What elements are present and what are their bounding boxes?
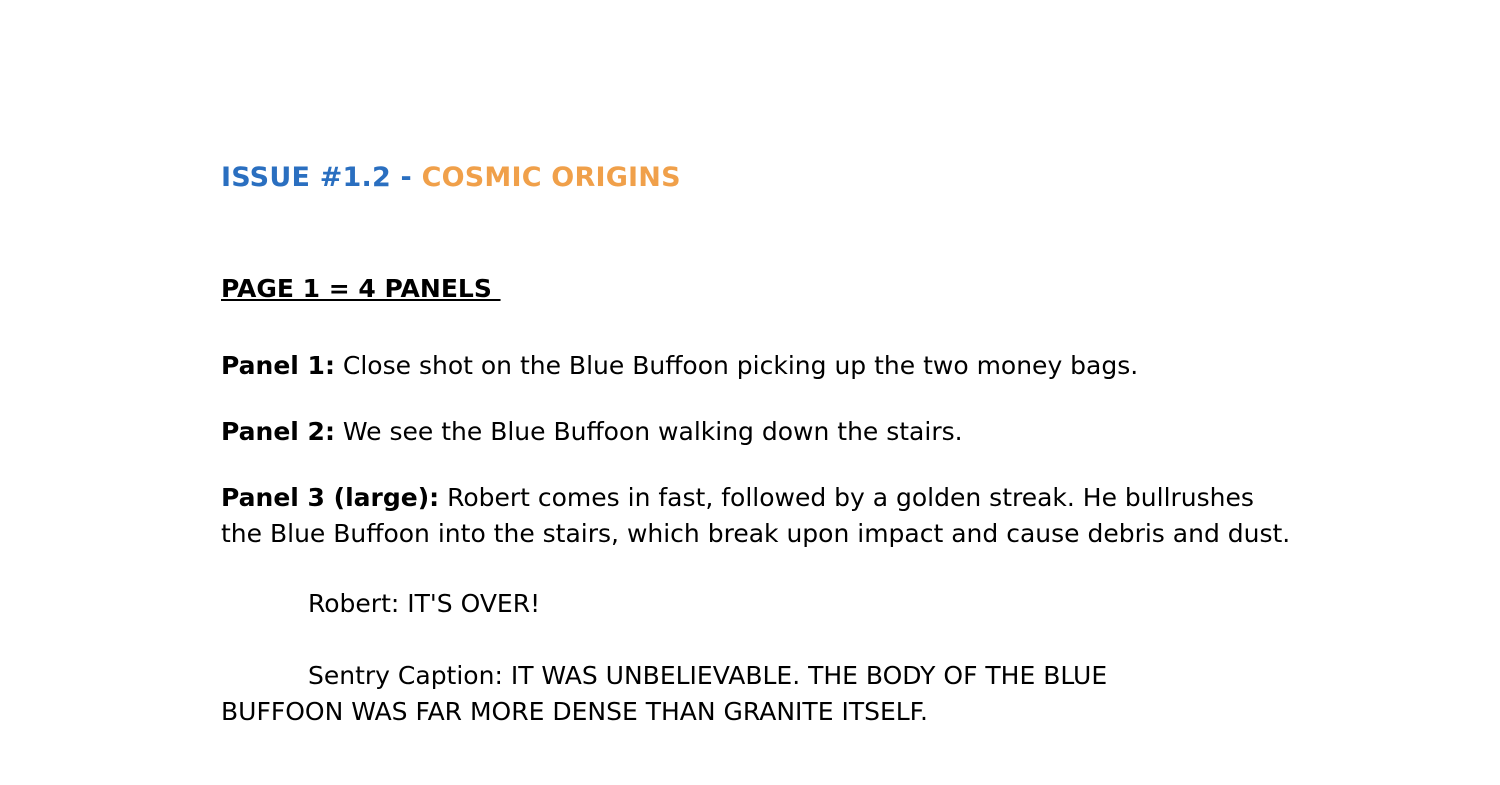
panel-1-label: Panel 1: [221, 350, 335, 380]
dialogue-sentry-line-2-wrap [221, 694, 1291, 730]
panel-2-label: Panel 2: [221, 416, 335, 446]
panel-1-text: Close shot on the Blue Buffoon picking up the two money bags. [334, 350, 1139, 380]
dialogue-sentry-line-1: Sentry Caption: IT WAS UNBELIEVABLE. THE BODY OF THE BLUE [308, 660, 1108, 690]
panel-3-label: Panel 3 (large): [221, 482, 440, 512]
panel-3-text: Robert comes in fast, followed by a golden streak. He bullrushes the Blue Buffoon into the stairs, which break upon impact and cause debris and dust. [221, 482, 1291, 548]
dialogue-sentry-line-2: BUFFOON WAS FAR MORE DENSE THAN GRANITE ITSELF. [221, 696, 928, 726]
issue-title-suffix: COSMIC ORIGINS [421, 162, 681, 193]
dialogue-line-sentry-caption [221, 658, 1291, 694]
panel-2-text: We see the Blue Buffoon walking down the stairs. [334, 416, 963, 446]
page-heading: PAGE 1 = 4 PANELS [221, 274, 501, 304]
issue-title-prefix: ISSUE #1.2 - [221, 162, 422, 193]
issue-title [221, 160, 1291, 195]
panel-3-paragraph [221, 480, 1291, 552]
panel-1-paragraph [221, 348, 1291, 384]
panel-2-paragraph [221, 414, 1291, 450]
document-body [221, 160, 1291, 730]
dialogue-line-robert: Robert: IT'S OVER! [308, 588, 541, 618]
